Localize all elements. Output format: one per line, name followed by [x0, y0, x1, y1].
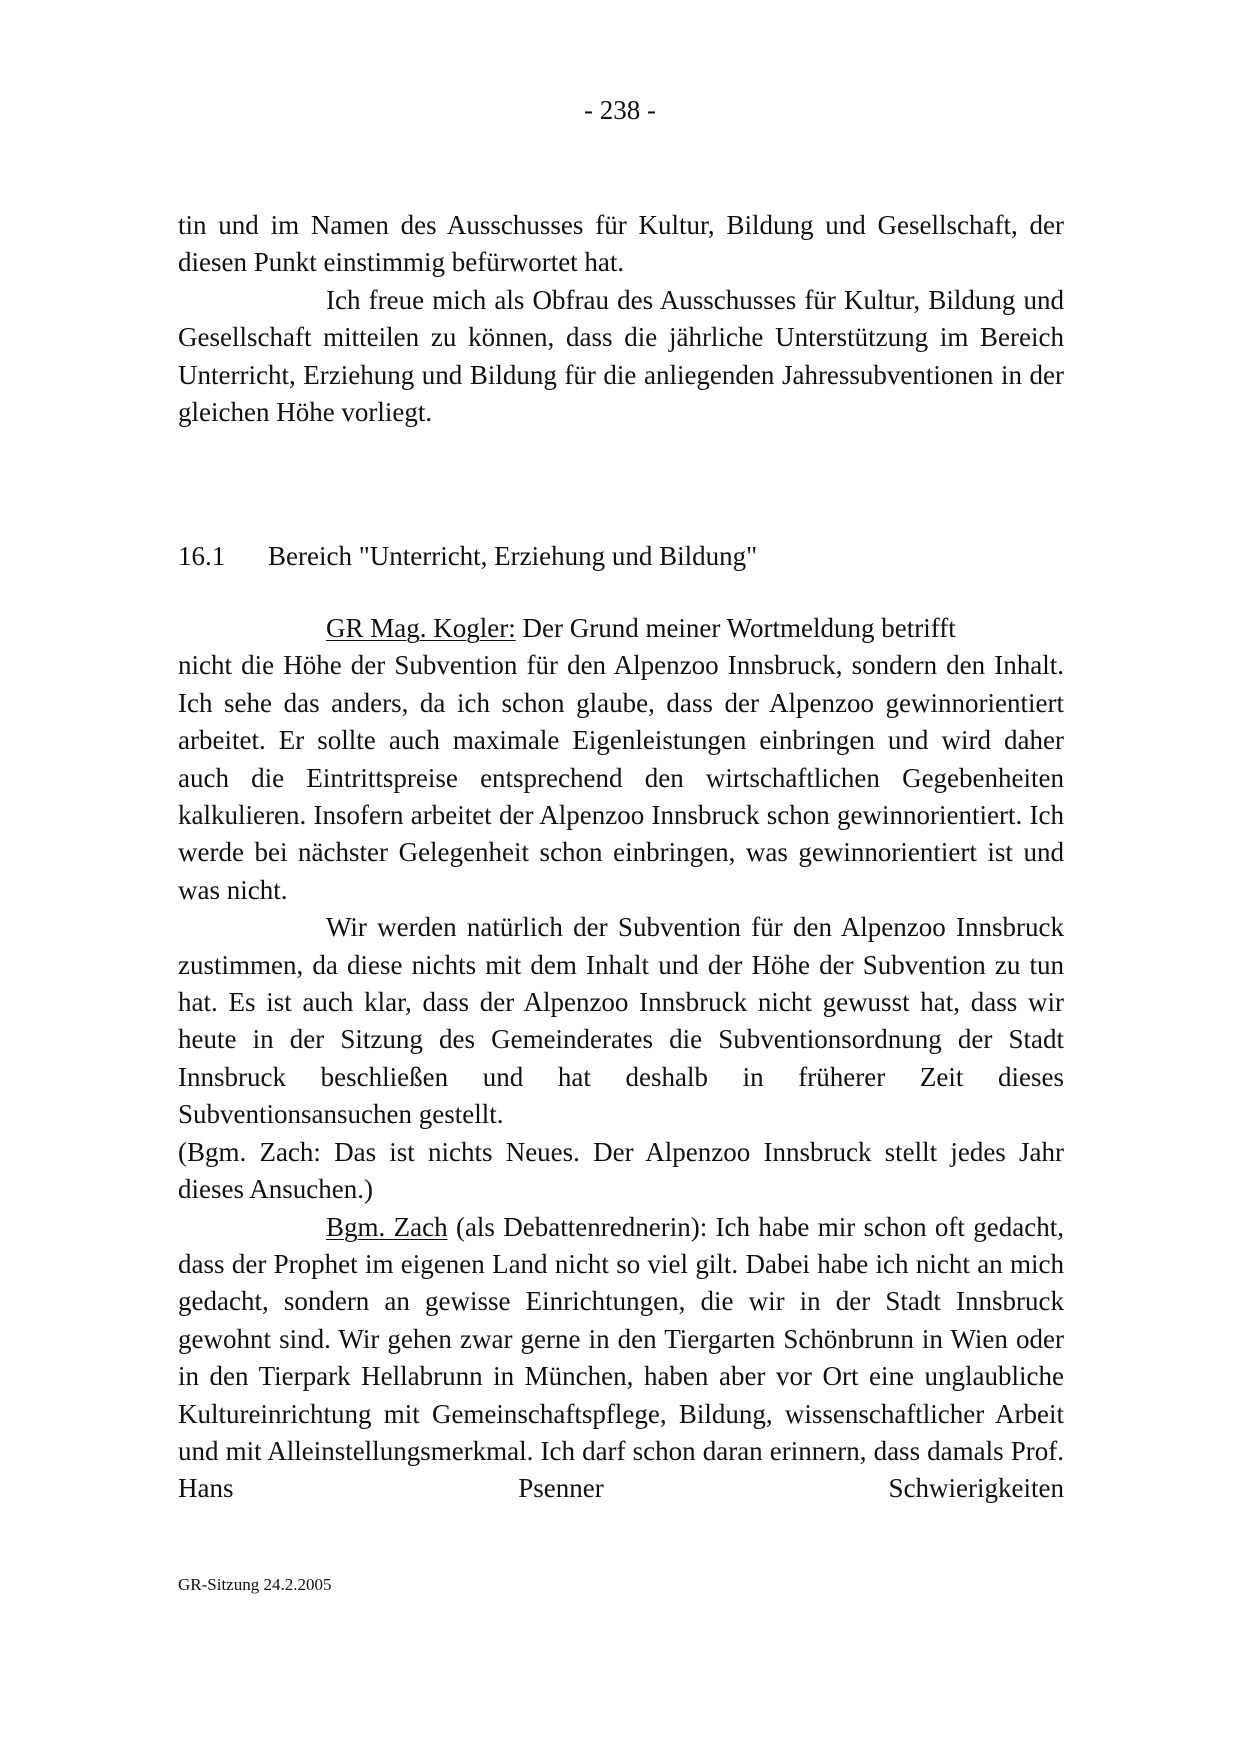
- kogler-opening-line: [178, 610, 1064, 647]
- interjection-zach: (Bgm. Zach: Das ist nichts Neues. Der Alpenzoo Innsbruck stellt jedes Jahr dieses Ansuchen.): [178, 1136, 1064, 1205]
- kogler-paragraph-1: nicht die Höhe der Subvention für den Alpenzoo Innsbruck, sondern den Inhalt. Ich sehe das anders, da ich schon glaube, dass der Alpenzoo gewinnorientiert arbeitet. Er sollte auch maximale Eigenleistungen einbringen und wird daher auch die Eintrittspreise entsprechend den wirtschaftlichen Gegebenheiten kalkulieren. Insofern arbeitet der Alpenzoo Innsbruck schon gewinnorientiert. Ich werde bei nächster Gelegenheit schon einbringen, was gewinnorientiert ist und was nicht.: [178, 650, 1064, 905]
- speaker-name-zach: Bgm. Zach: [326, 1211, 448, 1242]
- speaker-name-kogler: GR Mag. Kogler:: [326, 613, 516, 643]
- debate-section: [178, 610, 1064, 1508]
- page-number: - 238 -: [584, 95, 656, 125]
- intro-paragraph-continuation: tin und im Namen des Ausschusses für Kultur, Bildung und Gesellschaft, der diesen Punkt einstimmig befürwortet hat.: [178, 210, 1064, 278]
- footer-session-date: GR-Sitzung 24.2.2005: [178, 1575, 332, 1594]
- section-heading: [178, 538, 1064, 575]
- intro-paragraph-obfrau: Ich freue mich als Obfrau des Ausschusses für Kultur, Bildung und Gesellschaft mitteilen zu können, dass die jährliche Unterstützung im Bereich Unterricht, Erziehung und Bildung für die anliegenden Jahressubventionen in der gleichen Höhe vorliegt.: [178, 284, 1064, 428]
- zach-paragraph: [178, 1209, 1064, 1508]
- kogler-paragraph-2: Wir werden natürlich der Subvention für den Alpenzoo Innsbruck zustimmen, da diese nichts mit dem Inhalt und der Höhe der Subvention zu tun hat. Es ist auch klar, dass der Alpenzoo Innsbruck nicht gewusst hat, dass wir heute in der Sitzung des Gemeinderates die Subventionsordnung der Stadt Innsbruck beschließen und hat deshalb in früherer Zeit dieses Subventionsansuchen gestellt.: [178, 912, 1064, 1130]
- zach-text: (als Debattenrednerin): Ich habe mir schon oft gedacht, dass der Prophet im eigenen Land nicht so viel gilt. Dabei habe ich nicht an mich gedacht, sondern an gewisse Einrichtungen, die wir in der Stadt Innsbruck gewohnt sind. Wir gehen zwar gerne in den Tiergarten Schönbrunn in Wien oder in den Tierpark Hellabrunn in München, haben aber vor Ort eine unglaubliche Kultureinrichtung mit Gemeinschaftspflege, Bildung, wissenschaftlicher Arbeit und mit Alleinstellungsmerkmal. Ich darf schon daran erinnern, dass damals Prof. Hans Psenner Schwierigkeiten: [178, 1211, 1064, 1504]
- kogler-opening-text: Der Grund meiner Wortmeldung betrifft: [515, 613, 956, 643]
- section-title: Bereich "Unterricht, Erziehung und Bildung": [268, 541, 758, 571]
- intro-section: [178, 207, 1064, 431]
- section-number: 16.1: [178, 541, 226, 571]
